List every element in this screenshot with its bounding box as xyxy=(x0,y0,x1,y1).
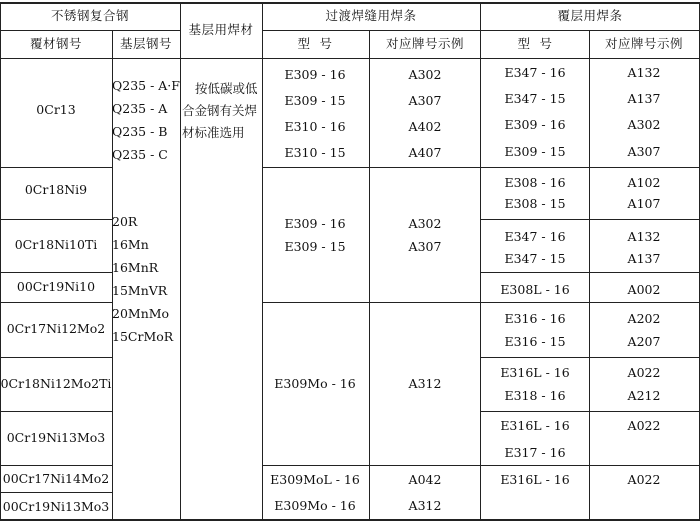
row-line xyxy=(0,167,112,168)
header-clad-grade: 覆材钢号 xyxy=(29,36,83,51)
transition-brand-cell: A042 xyxy=(408,472,442,487)
overlay-brand-cell: A102 xyxy=(627,175,661,190)
base-grade-item: Q235 - C xyxy=(112,147,168,162)
base-grade-item: 16MnR xyxy=(112,260,159,275)
overlay-brand-cell: A302 xyxy=(627,117,661,132)
transition-type-cell: E309MoL - 16 xyxy=(270,472,360,487)
overlay-type-cell: E347 - 16 xyxy=(504,229,566,244)
header-base-grade: 基层钢号 xyxy=(119,36,173,51)
transition-type-cell: E310 - 16 xyxy=(284,119,346,134)
clad-grade-cell: 00Cr19Ni10 xyxy=(16,279,96,294)
transition-type-cell: E310 - 15 xyxy=(284,145,346,160)
table-bottom-border xyxy=(0,519,700,521)
transition-brand-cell: A402 xyxy=(408,119,442,134)
base-grade-item: Q235 - B xyxy=(112,124,168,139)
overlay-brand-cell: A137 xyxy=(627,251,661,266)
table-top-border xyxy=(0,2,700,4)
transition-brand-cell: A302 xyxy=(408,216,442,231)
transition-type-cell: E309Mo - 16 xyxy=(274,376,356,391)
overlay-type-cell: E308 - 15 xyxy=(504,196,566,211)
row-line xyxy=(480,357,700,358)
overlay-brand-cell: A132 xyxy=(627,229,661,244)
row-line xyxy=(262,302,700,303)
overlay-brand-cell: A022 xyxy=(627,365,661,380)
clad-grade-cell: 0Cr18Ni10Ti xyxy=(14,237,98,252)
clad-grade-cell: 0Cr13 xyxy=(36,102,76,117)
transition-brand-cell: A312 xyxy=(408,498,442,513)
column-line xyxy=(369,30,370,520)
overlay-brand-cell: A002 xyxy=(627,282,661,297)
row-line xyxy=(262,465,700,466)
base-grade-item: 16Mn xyxy=(112,237,149,252)
clad-grade-cell: 0Cr19Ni13Mo3 xyxy=(6,430,106,445)
base-grade-item: 15CrMoR xyxy=(112,329,174,344)
header-overlay-example: 对应牌号示例 xyxy=(604,36,684,51)
column-line xyxy=(0,2,1,520)
overlay-brand-cell: A022 xyxy=(627,418,661,433)
overlay-type-cell: E316L - 16 xyxy=(500,472,570,487)
overlay-type-cell: E316 - 16 xyxy=(504,311,566,326)
header-overlay-group: 覆层用焊条 xyxy=(557,8,623,23)
transition-brand-cell: A312 xyxy=(408,376,442,391)
column-line xyxy=(180,2,181,520)
header-transition-group: 过渡焊缝用焊条 xyxy=(325,8,417,23)
overlay-type-cell: E316 - 15 xyxy=(504,334,566,349)
row-line xyxy=(0,302,112,303)
overlay-type-cell: E347 - 15 xyxy=(504,91,566,106)
clad-grade-cell: 00Cr19Ni13Mo3 xyxy=(2,499,110,514)
clad-grade-cell: 0Cr17Ni12Mo2 xyxy=(6,321,106,336)
base-filler-text: 材标准选用 xyxy=(182,125,245,140)
base-filler-text: 按低碳或低 xyxy=(195,81,258,96)
row-line xyxy=(480,219,700,220)
clad-grade-cell: 00Cr17Ni14Mo2 xyxy=(2,471,110,486)
transition-type-cell: E309 - 16 xyxy=(284,67,346,82)
row-line xyxy=(480,272,700,273)
transition-type-cell: E309 - 15 xyxy=(284,93,346,108)
transition-type-cell: E309Mo - 16 xyxy=(274,498,356,513)
overlay-type-cell: E316L - 16 xyxy=(500,418,570,433)
transition-brand-cell: A407 xyxy=(408,145,442,160)
clad-grade-cell: 0Cr18Ni12Mo2Ti xyxy=(0,376,112,391)
overlay-brand-cell: A137 xyxy=(627,91,661,106)
header-transition-example: 对应牌号示例 xyxy=(385,36,465,51)
row-line xyxy=(0,411,112,412)
header-overlay-type: 型 号 xyxy=(517,36,553,51)
overlay-brand-cell: A207 xyxy=(627,334,661,349)
overlay-type-cell: E317 - 16 xyxy=(504,445,566,460)
column-line xyxy=(262,2,263,520)
column-line xyxy=(589,30,590,520)
row-line xyxy=(0,357,112,358)
base-grade-item: Q235 - A xyxy=(112,101,168,116)
overlay-type-cell: E308L - 16 xyxy=(500,282,570,297)
column-line xyxy=(480,2,481,520)
overlay-brand-cell: A202 xyxy=(627,311,661,326)
base-filler-text: 合金钢有关焊 xyxy=(182,103,258,118)
overlay-type-cell: E309 - 15 xyxy=(504,144,566,159)
overlay-type-cell: E318 - 16 xyxy=(504,388,566,403)
base-grade-item: 20R xyxy=(112,214,138,229)
header-bottom-border xyxy=(0,58,700,59)
overlay-brand-cell: A132 xyxy=(627,65,661,80)
header-transition-type: 型 号 xyxy=(297,36,333,51)
row-line xyxy=(0,219,112,220)
clad-grade-cell: 0Cr18Ni9 xyxy=(24,182,88,197)
base-grade-item: 20MnMo xyxy=(112,306,170,321)
overlay-brand-cell: A212 xyxy=(627,388,661,403)
header-divider-right xyxy=(262,30,700,31)
header-base-filler: 基层用焊材 xyxy=(188,22,254,37)
transition-brand-cell: A307 xyxy=(408,239,442,254)
base-grade-item: Q235 - A·F xyxy=(112,78,180,93)
overlay-type-cell: E347 - 16 xyxy=(504,65,566,80)
overlay-type-cell: E309 - 16 xyxy=(504,117,566,132)
overlay-type-cell: E308 - 16 xyxy=(504,175,566,190)
row-line xyxy=(262,167,700,168)
transition-type-cell: E309 - 15 xyxy=(284,239,346,254)
overlay-brand-cell: A107 xyxy=(627,196,661,211)
base-grade-item: 15MnVR xyxy=(112,283,168,298)
overlay-type-cell: E347 - 15 xyxy=(504,251,566,266)
overlay-type-cell: E316L - 16 xyxy=(500,365,570,380)
header-clad-group: 不锈钢复合钢 xyxy=(50,8,130,23)
row-line xyxy=(0,465,112,466)
transition-brand-cell: A302 xyxy=(408,67,442,82)
header-divider-left xyxy=(0,30,180,31)
row-line xyxy=(0,492,112,493)
row-line xyxy=(0,272,112,273)
row-line xyxy=(480,411,700,412)
overlay-brand-cell: A307 xyxy=(627,144,661,159)
overlay-brand-cell: A022 xyxy=(627,472,661,487)
transition-type-cell: E309 - 16 xyxy=(284,216,346,231)
transition-brand-cell: A307 xyxy=(408,93,442,108)
